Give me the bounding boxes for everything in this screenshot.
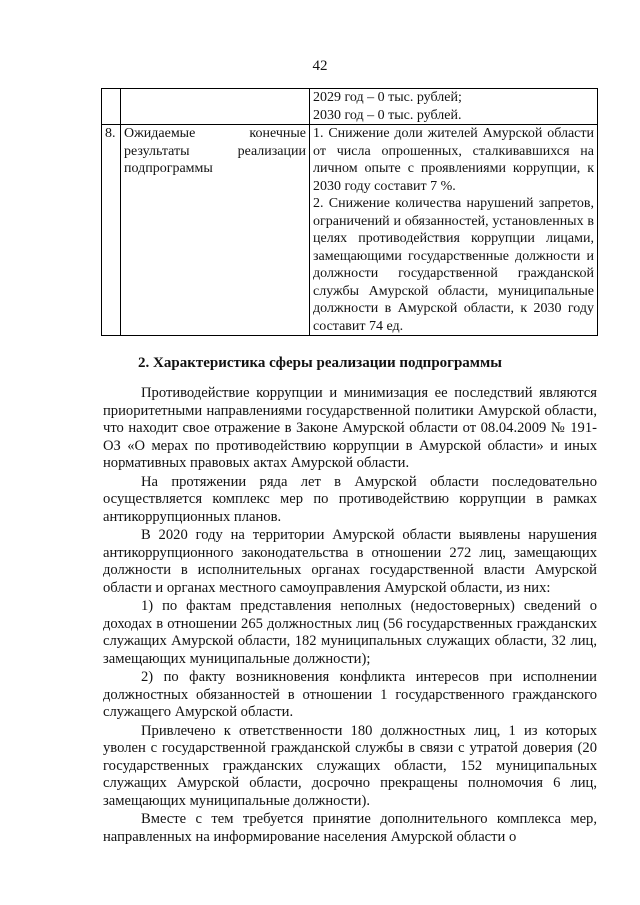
result-2-line: службы Амурской области, муниципальные — [313, 283, 594, 299]
row-number-cell — [102, 89, 121, 125]
label-line: результаты реализации — [124, 143, 306, 159]
table-row-funding-continuation — [102, 89, 598, 125]
funding-years-cell — [310, 89, 598, 125]
label-line: Ожидаемые конечные — [124, 126, 306, 141]
paragraph: Вместе с тем требуется принятие дополнительного комплекса мер, направленных на информирование населения Амурской области о — [103, 811, 597, 845]
section-body — [103, 385, 597, 847]
funding-line-2030: 2030 год – 0 тыс. рублей. — [313, 107, 462, 123]
result-2-line: должности государственной гражданской — [313, 266, 594, 281]
result-2-line: 2. Снижение количества нарушений запретов, — [313, 196, 594, 211]
result-2-line: составит 74 ед. — [313, 318, 404, 334]
result-1-line: 2030 году составит 7 %. — [313, 178, 456, 194]
paragraph: Привлечено к ответственности 180 должностных лиц, 1 из которых уволен с государственной гражданской службы в связи с утратой доверия (20 государственных гражданских служащих области, 152 муниципальных служащих Амурской области, досрочно прекращены полномочия 6 лиц, замещающих муниципальные должности). — [103, 722, 597, 809]
page-number: 42 — [312, 58, 328, 74]
row-number-cell: 8. — [102, 125, 121, 336]
result-1-line: от числа опрошенных, сталкивавшихся на — [313, 143, 594, 159]
funding-line-2029: 2029 год – 0 тыс. рублей; — [313, 90, 462, 105]
result-2-line: ограничений и обязанностей, установленных в — [313, 213, 594, 229]
table-row-expected-results — [102, 125, 598, 336]
expected-results-content — [310, 125, 598, 336]
expected-results-label — [121, 125, 310, 336]
label-line: подпрограммы — [124, 161, 213, 176]
result-2-line: целях противодействия коррупции лицами, — [313, 231, 594, 246]
paragraph: На протяжении ряда лет в Амурской области последовательно осуществляется комплекс мер по противодействию коррупции в рамках антикоррупционных планов. — [103, 473, 597, 525]
paragraph: 2) по факту возникновения конфликта интересов при исполнении должностных обязанностей в отношении 1 государственного гражданского служащего Амурской области. — [103, 669, 597, 720]
result-2-line: должности в Амурской области, к 2030 году — [313, 301, 594, 316]
result-1-line: личном опыте с проявлениями коррупции, к — [313, 161, 594, 176]
paragraph: 1) по фактам представления неполных (недостоверных) сведений о доходах в отношении 265 должностных лиц (56 государственных гражданских служащих Амурской области, 182 муниципальных служащих области, 32 лиц, замещающих муниципальные должности); — [103, 598, 597, 667]
result-1-line: 1. Снижение доли жителей Амурской области — [313, 126, 594, 141]
row-label-cell — [121, 89, 310, 125]
passport-table — [101, 88, 598, 336]
result-2-line: замещающими государственные должности и — [313, 248, 594, 264]
paragraph: В 2020 году на территории Амурской области выявлены нарушения антикоррупционного законодательства в отношении 272 лиц, замещающих должности в исполнительных органах государственной власти Амурской области и органах местного самоуправления Амурской области, из них: — [103, 527, 597, 596]
section-title: 2. Характеристика сферы реализации подпрограммы — [138, 355, 502, 371]
paragraph: Противодействие коррупции и минимизация ее последствий являются приоритетными направлениями государственной политики Амурской области, что находит свое отражение в Законе Амурской области от 08.04.2009 № 191-ОЗ «О мерах по противодействию коррупции в Амурской области» и иных нормативных правовых актах Амурской области. — [103, 385, 597, 471]
